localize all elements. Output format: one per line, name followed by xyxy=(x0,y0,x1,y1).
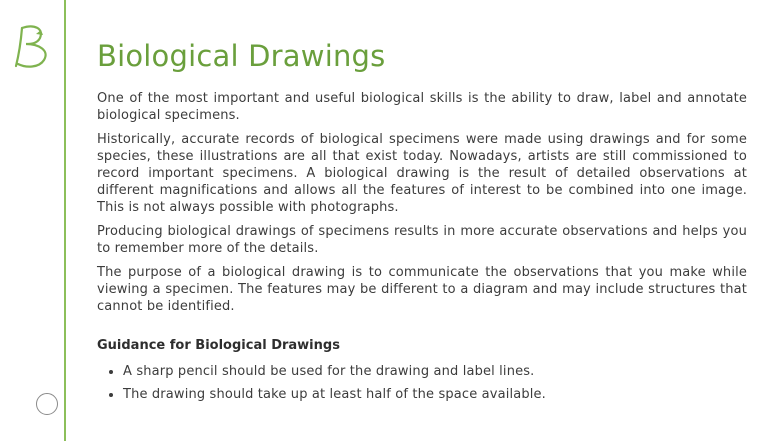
paragraph-3: Producing biological drawings of specimens results in more accurate observations and helps you to remember more of the details. xyxy=(97,224,747,256)
paragraph-4: The purpose of a biological drawing is to communicate the observations that you make while viewing a specimen. The features may be different to a diagram and may include structures that cannot be identified. xyxy=(97,265,747,314)
paragraph-1: One of the most important and useful biological skills is the ability to draw, label and annotate biological specimens. xyxy=(97,91,747,123)
article xyxy=(97,38,747,406)
list-item: • The drawing should take up at least half of the space available. xyxy=(123,383,747,406)
b-letter-logo-icon xyxy=(12,22,56,72)
circle-nav-icon[interactable] xyxy=(36,393,58,415)
content-divider xyxy=(64,0,66,441)
guidance-heading: Guidance for Biological Drawings xyxy=(97,338,340,353)
page-title: Biological Drawings xyxy=(97,39,386,73)
list-item: • A sharp pencil should be used for the drawing and label lines. xyxy=(123,360,747,383)
paragraph-2: Historically, accurate records of biological specimens were made using drawings and for some species, these illustrations are all that exist today. Nowadays, artists are still commissioned to record important specimens. A biological drawing is the result of detailed observations at different magnifications and allows all the features of interest to be combined into one image. This is not always possible with photographs. xyxy=(97,132,747,215)
guidance-list xyxy=(97,360,747,406)
